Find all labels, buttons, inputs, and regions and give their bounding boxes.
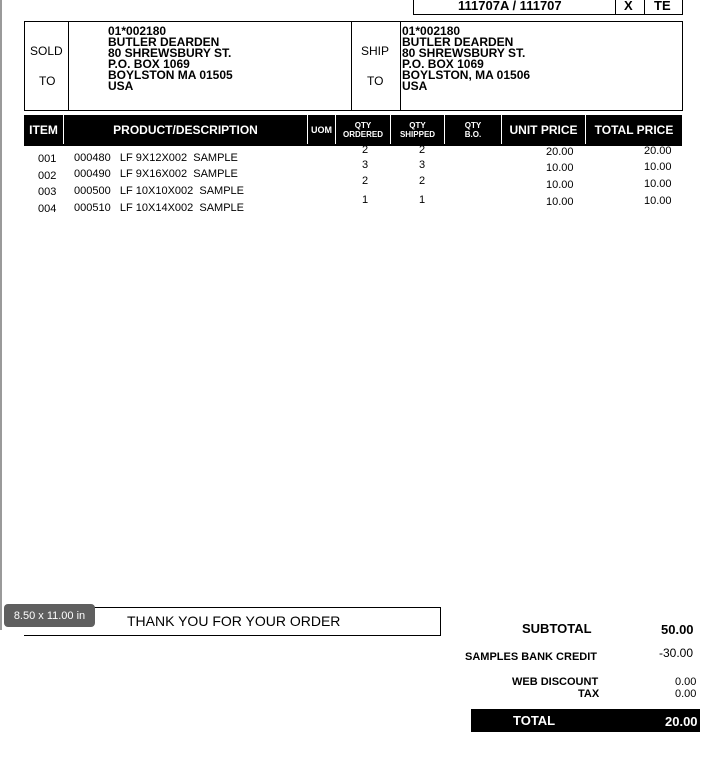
total-label: TOTAL [513, 713, 556, 728]
row-product: 000500 LF 10X10X002 SAMPLE [74, 185, 245, 197]
items-table-header [24, 115, 682, 144]
col-total-price: TOTAL PRICE [594, 122, 674, 137]
row-qty-ordered: 2 [362, 144, 369, 156]
row-product: 000490 LF 9X16X002 SAMPLE [74, 168, 238, 180]
row-qty-shipped: 2 [419, 175, 426, 187]
row-qty-shipped: 3 [419, 159, 426, 171]
web-discount-label: WEB DISCOUNT [512, 676, 599, 688]
col-qty-bo: QTY B.O. [464, 120, 482, 139]
ship-customer-number: 01*002180 [402, 24, 461, 38]
sold-city: BOYLSTON MA 01505 [108, 68, 233, 82]
web-discount-value: 0.00 [675, 676, 697, 688]
samples-credit-label: SAMPLES BANK CREDIT [465, 651, 598, 663]
row-item-number: 003 [38, 186, 57, 198]
row-qty-ordered: 2 [362, 175, 369, 187]
order-flag: X [624, 0, 633, 13]
row-unit-price: 10.00 [546, 196, 574, 208]
tax-label: TAX [578, 688, 600, 700]
sold-name: BUTLER DEARDEN [108, 35, 220, 49]
row-product: 000510 LF 10X14X002 SAMPLE [74, 202, 245, 214]
row-unit-price: 20.00 [546, 146, 574, 158]
row-item-number: 004 [38, 203, 57, 215]
row-total-price: 10.00 [644, 195, 672, 207]
row-total-price: 10.00 [644, 161, 672, 173]
sold-customer-number: 01*002180 [108, 24, 167, 38]
row-unit-price: 10.00 [546, 162, 574, 174]
col-item: ITEM [29, 122, 58, 137]
ship-city: BOYLSTON, MA 01506 [402, 68, 531, 82]
ship-to-label: TO [367, 74, 384, 88]
total-value: 20.00 [665, 714, 698, 729]
row-item-number: 002 [38, 170, 57, 182]
address-block [24, 21, 683, 111]
ship-to-address [402, 26, 530, 92]
samples-credit-value: -30.00 [659, 646, 694, 660]
ship-country: USA [402, 79, 428, 93]
ship-label: SHIP [361, 44, 390, 58]
col-product: PRODUCT/DESCRIPTION [113, 122, 258, 137]
col-qty-shipped: QTY SHIPPED [399, 120, 436, 139]
col-unit-price: UNIT PRICE [509, 122, 578, 137]
col-uom: UOM [311, 124, 332, 135]
row-total-price: 20.00 [644, 145, 672, 157]
row-qty-ordered: 1 [362, 194, 369, 206]
row-qty-ordered: 3 [362, 159, 369, 171]
subtotal-label: SUBTOTAL [522, 621, 592, 636]
sold-to-address [108, 26, 233, 92]
row-unit-price: 10.00 [546, 179, 574, 191]
row-item-number: 001 [38, 153, 57, 165]
col-qty-ordered: QTY ORDERED [342, 120, 383, 139]
order-reference: 111707A / 111707 [458, 0, 562, 13]
row-total-price: 10.00 [644, 178, 672, 190]
sold-street: 80 SHREWSBURY ST. [108, 46, 232, 60]
row-qty-shipped: 2 [419, 144, 426, 156]
sold-country: USA [108, 79, 134, 93]
grand-total-bar [471, 709, 700, 732]
sold-to-label: TO [39, 74, 56, 88]
row-qty-shipped: 1 [419, 194, 426, 206]
thank-you-message: THANK YOU FOR YOUR ORDER [127, 613, 341, 629]
ship-name: BUTLER DEARDEN [402, 35, 514, 49]
sold-po-box: P.O. BOX 1069 [108, 57, 190, 71]
subtotal-value: 50.00 [661, 622, 694, 637]
tax-value: 0.00 [675, 688, 697, 700]
sold-label: SOLD [30, 44, 63, 58]
row-product: 000480 LF 9X12X002 SAMPLE [74, 152, 238, 164]
order-code: TE [654, 0, 671, 13]
ship-street: 80 SHREWSBURY ST. [402, 46, 526, 60]
order-reference-box [413, 0, 683, 15]
page-left-edge [0, 0, 2, 630]
page-size-badge: 8.50 x 11.00 in [4, 604, 95, 627]
ship-po-box: P.O. BOX 1069 [402, 57, 484, 71]
